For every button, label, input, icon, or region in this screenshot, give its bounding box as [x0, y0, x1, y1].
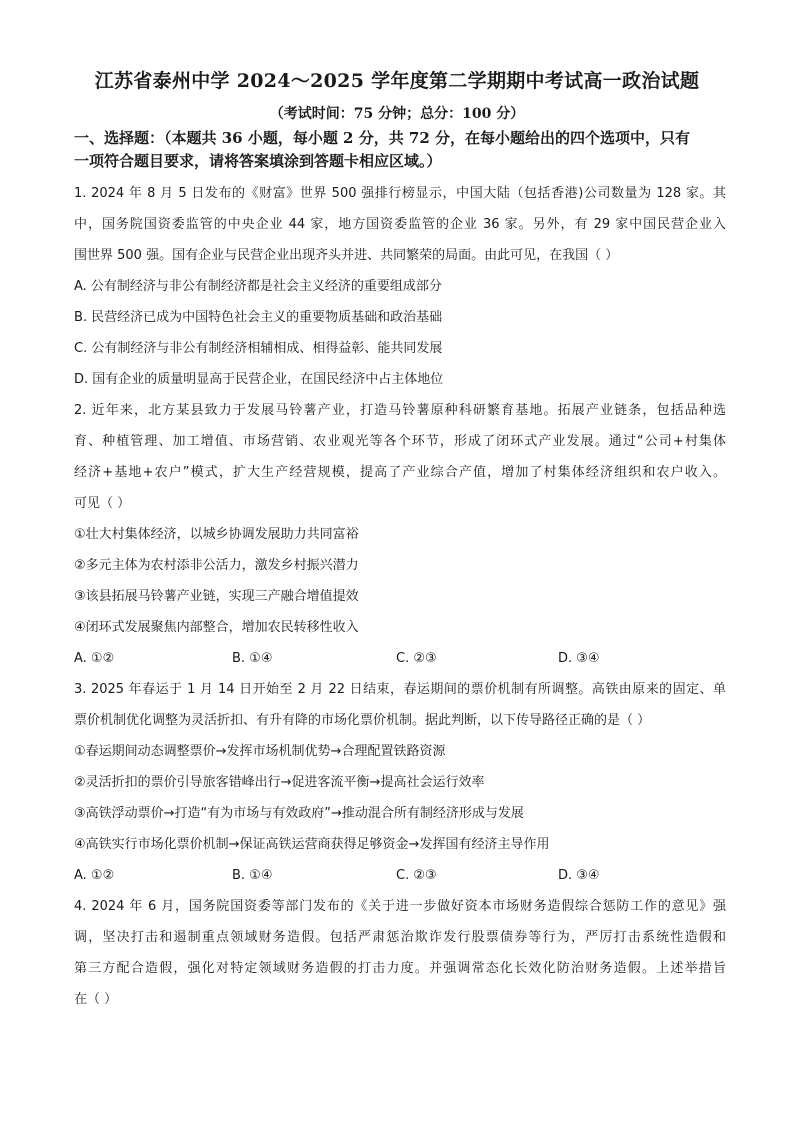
question-stem-line: 可见（ ） [74, 496, 131, 511]
option-c[interactable]: C. ②③ [396, 651, 437, 666]
section-line: 一项符合题目要求，请将答案填涂到答题卡相应区域。） [74, 152, 442, 170]
question-4 [74, 891, 726, 1015]
question-1 [74, 178, 726, 395]
option-a[interactable]: A. ①② [74, 651, 115, 666]
statement-item: ②多元主体为农村添非公活力，激发乡村振兴潜力 [74, 558, 359, 573]
statement-item: ②灵活折扣的票价引导旅客错峰出行→促进客流平衡→提高社会运行效率 [74, 775, 485, 790]
question-stem-line: 在（ ） [74, 992, 118, 1007]
option-a[interactable]: A. 公有制经济与非公有制经济都是社会主义经济的重要组成部分 [74, 279, 442, 294]
option-c[interactable]: C. 公有制经济与非公有制经济相辅相成、相得益彰、能共同发展 [74, 341, 443, 356]
question-stem-line: 1. 2024 年 8 月 5 日发布的《财富》世界 500 强排行榜显示，中国大陆（包括香港)公司数量为 128 家。其 [74, 186, 726, 201]
statement-item: ④高铁实行市场化票价机制→保证高铁运营商获得足够资金→发挥国有经济主导作用 [74, 837, 550, 852]
statement-item: ④闭环式发展聚焦内部整合，增加农民转移性收入 [74, 620, 359, 635]
option-a[interactable]: A. ①② [74, 868, 115, 883]
question-stem-line: 2. 近年来，北方某县致力于发展马铃薯产业，打造马铃薯原种科研繁育基地。拓展产业链条，包括品种选 [74, 403, 726, 418]
statement-item: ①春运期间动态调整票价→发挥市场机制优势→合理配置铁路资源 [74, 744, 446, 759]
question-stem-line: 围世界 500 强。国有企业与民营企业出现齐头并进、共同繁荣的局面。由此可见，在我国（ ） [74, 248, 619, 263]
question-stem-line: 育、种植管理、加工增值、市场营销、农业观光等各个环节，形成了闭环式产业发展。通过“公司+村集体 [74, 434, 726, 449]
exam-subtitle: （考试时间：75 分钟；总分：100 分） [269, 106, 525, 122]
question-stem-line: 第三方配合造假，强化对特定领域财务造假的打击力度。并强调常态化长效化防治财务造假。上述举措旨 [74, 961, 726, 976]
option-d[interactable]: D. 国有企业的质量明显高于民营企业，在国民经济中占主体地位 [74, 372, 444, 387]
statement-item: ①壮大村集体经济，以城乡协调发展助力共同富裕 [74, 527, 359, 542]
question-2 [74, 395, 726, 674]
question-stem-line: 调，坚决打击和遏制重点领域财务造假。包括严肃惩治欺诈发行股票债券等行为，严厉打击系统性造假和 [74, 930, 726, 945]
option-b[interactable]: B. ①④ [232, 651, 273, 666]
option-b[interactable]: B. ①④ [232, 868, 273, 883]
option-b[interactable]: B. 民营经济已成为中国特色社会主义的重要物质基础和政治基础 [74, 310, 443, 325]
option-c[interactable]: C. ②③ [396, 868, 437, 883]
option-d[interactable]: D. ③④ [558, 868, 600, 883]
section-line: 一、选择题：（本题共 36 小题，每小题 2 分，共 72 分，在每小题给出的四个选项中，只有 [74, 129, 691, 147]
question-stem-line: 中，国务院国资委监管的中央企业 44 家，地方国资委监管的企业 36 家。另外，有 29 家中国民营企业入 [74, 217, 726, 232]
statement-item: ③高铁浮动票价→打造“有为市场与有效政府”→推动混合所有制经济形成与发展 [74, 806, 524, 821]
question-stem-line: 经济+基地+农户”模式，扩大生产经营规模，提高了产业综合产值，增加了村集体经济组织和农户收入。 [74, 465, 726, 480]
options-row [74, 860, 726, 891]
section-instructions [74, 127, 726, 173]
statement-item: ③该县拓展马铃薯产业链，实现三产融合增值提效 [74, 589, 359, 604]
exam-title: 江苏省泰州中学 2024～2025 学年度第二学期期中考试高一政治试题 [94, 70, 700, 92]
option-d[interactable]: D. ③④ [558, 651, 600, 666]
question-stem-line: 票价机制优化调整为灵活折扣、有升有降的市场化票价机制。据此判断，以下传导路径正确的是（ ） [74, 713, 651, 728]
question-3 [74, 674, 726, 891]
question-stem-line: 3. 2025 年春运于 1 月 14 日开始至 2 月 22 日结束，春运期间的票价机制有所调整。高铁由原来的固定、单 [74, 682, 726, 697]
options-row [74, 643, 726, 674]
question-stem-line: 4. 2024 年 6 月，国务院国资委等部门发布的《关于进一步做好资本市场财务造假综合惩防工作的意见》强 [74, 899, 726, 914]
